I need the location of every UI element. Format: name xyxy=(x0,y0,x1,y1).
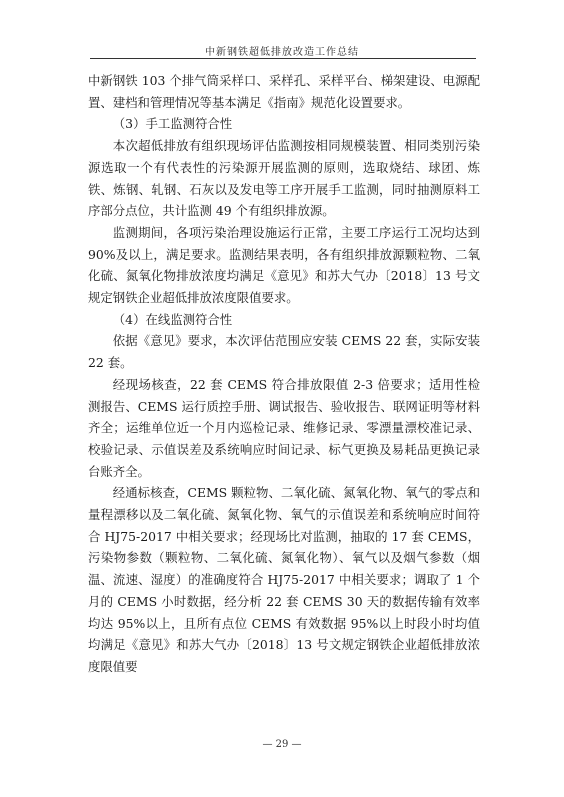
paragraph-4: 依据《意见》要求，本次评估范围应安装 CEMS 22 套，实际安装 22 套。 xyxy=(88,333,480,371)
document-body xyxy=(88,70,480,678)
paragraph-1: 中新钢铁 103 个排气筒采样口、采样孔、采样平台、梯架建设、电源配置、建档和管理情况等基本满足《指南》规范化设置要求。 xyxy=(88,73,480,110)
header-divider xyxy=(90,58,476,59)
section-heading-online-monitoring: （4）在线监测符合性 xyxy=(112,311,233,327)
paragraph-3: 监测期间，各项污染治理设施运行正常，主要工序运行工况均达到 90%及以上，满足要求。监测结果表明，各有组织排放源颗粒物、二氧化硫、氮氧化物排放浓度均满足《意见》和苏大气办〔2018〕13 号文规定钢铁企业超低排放浓度限值要求。 xyxy=(88,224,480,306)
page-header: 中新钢铁超低排放改造工作总结 xyxy=(205,47,359,58)
section-heading-manual-monitoring: （3）手工监测符合性 xyxy=(112,116,233,132)
paragraph-6: 经通标核查，CEMS 颗粒物、二氧化硫、氮氧化物、氧气的零点和量程漂移以及二氧化硫、氮氧化物、氧气的示值误差和系统响应时间符合 HJ75-2017 中相关要求；经现场比对监测，抽取的 17 套 CEMS，污染物参数（颗粒物、二氧化硫、氮氧化物）、氧气以及烟气参数（烟温、流速、湿度）的准确度符合 HJ75-2017 中相关要求；调取了 1 个月的 CEMS 小时数据，经分析 22 套 CEMS 30 天的数据传输有效率均达 95%以上，且所有点位 CEMS 有效数据 95%以上时段小时均值均满足《意见》和苏大气办〔2018〕13 号文规定钢铁企业超低排放浓度限值要 xyxy=(88,485,480,674)
paragraph-2: 本次超低排放有组织现场评估监测按相同规模装置、相同类别污染源选取一个有代表性的污染源开展监测的原则，选取烧结、球团、炼铁、炼钢、轧钢、石灰以及发电等工序开展手工监测，同时抽测原料工序部分点位，共计监测 49 个有组织排放源。 xyxy=(88,138,480,219)
page-number: — 29 — xyxy=(262,739,302,750)
paragraph-5: 经现场核查，22 套 CEMS 符合排放限值 2-3 倍要求；适用性检测报告、CEMS 运行质控手册、调试报告、验收报告、联网证明等材料齐全；运维单位近一个月内巡检记录、维修记录、零漂量漂校准记录、校验记录、示值误差及系统响应时间记录、标气更换及易耗品更换记录台账齐全。 xyxy=(88,376,480,479)
